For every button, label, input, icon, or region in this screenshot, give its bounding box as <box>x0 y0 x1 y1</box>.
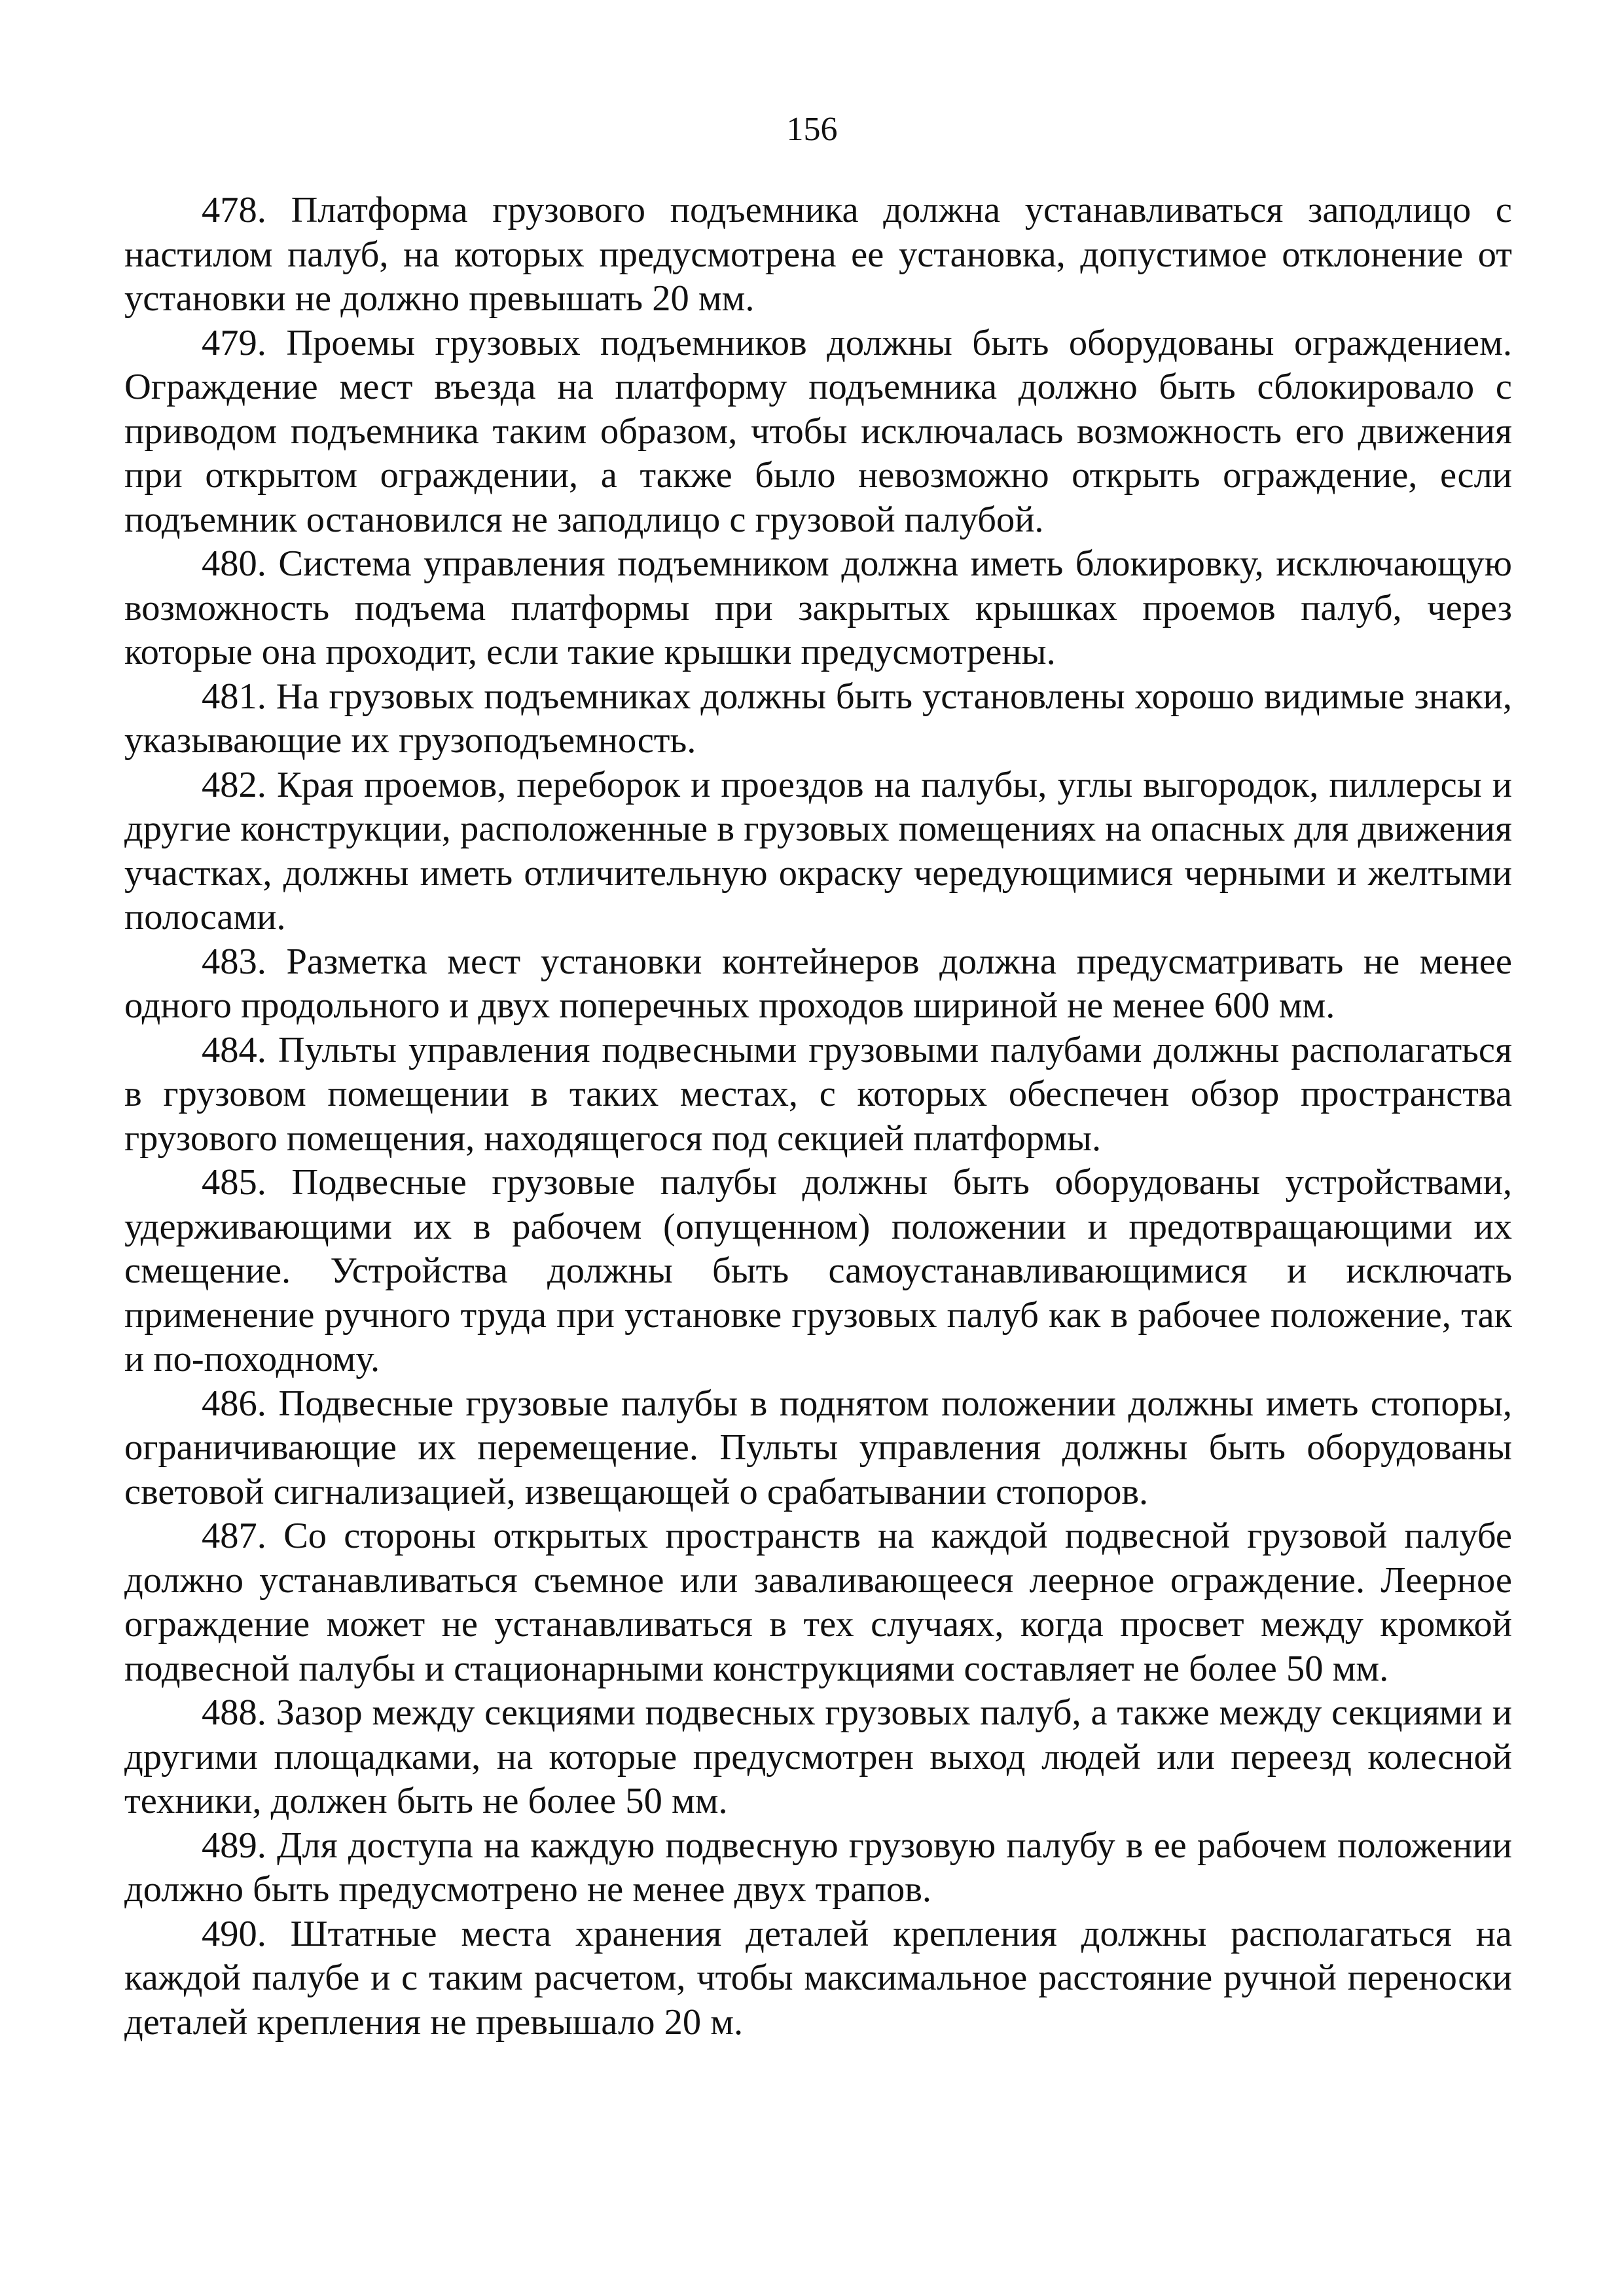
document-body <box>124 189 1512 2045</box>
page-number: 156 <box>786 111 838 148</box>
paragraph-487: 487. Со стороны открытых пространств на каждой подвесной грузовой палубе должно устанавливаться съемное или заваливающееся леерное ограждение. Леерное ограждение может не устанавливаться в тех случаях, когда просвет между кромкой подвесной палубы и стационарными конструкциями составляет не более 50 мм. <box>124 1516 1512 1689</box>
paragraph-490: 490. Штатные места хранения деталей крепления должны располагаться на каждой палубе и с таким расчетом, чтобы максимальное расстояние ручной переноски деталей крепления не превышало 20 м. <box>124 1913 1512 2043</box>
paragraph-485: 485. Подвесные грузовые палубы должны быть оборудованы устройствами, удерживающими их в рабочем (опущенном) положении и предотвращающими их смещение. Устройства должны быть самоустанавливающимися и исключать применение ручного труда при установке грузовых палуб как в рабочее положение, так и по-походному. <box>124 1162 1512 1379</box>
paragraph-488: 488. Зазор между секциями подвесных грузовых палуб, а также между секциями и другими площадками, на которые предусмотрен выход людей или переезд колесной техники, должен быть не более 50 мм. <box>124 1692 1512 1821</box>
paragraph-486: 486. Подвесные грузовые палубы в поднятом положении должны иметь стопоры, ограничивающие их перемещение. Пульты управления должны быть оборудованы световой сигнализацией, извещающей о срабатывании стопоров. <box>124 1383 1512 1512</box>
paragraph-489: 489. Для доступа на каждую подвесную грузовую палубу в ее рабочем положении должно быть предусмотрено не менее двух трапов. <box>124 1825 1512 1910</box>
paragraph-481: 481. На грузовых подъемниках должны быть установлены хорошо видимые знаки, указывающие их грузоподъемность. <box>124 676 1512 761</box>
paragraph-482: 482. Края проемов, переборок и проездов на палубы, углы выгородок, пиллерсы и другие конструкции, расположенные в грузовых помещениях на опасных для движения участках, должны иметь отличительную окраску чередующимися черными и желтыми полосами. <box>124 764 1512 938</box>
paragraph-478: 478. Платформа грузового подъемника должна устанавливаться заподлицо с настилом палуб, на которых предусмотрена ее установка, допустимое отклонение от установки не должно превышать 20 мм. <box>124 190 1512 319</box>
paragraph-483: 483. Разметка мест установки контейнеров должна предусматривать не менее одного продольного и двух поперечных проходов шириной не менее 600 мм. <box>124 941 1512 1026</box>
paragraph-479: 479. Проемы грузовых подъемников должны быть оборудованы ограждением. Ограждение мест въезда на платформу подъемника должно быть сблокировало с приводом подъемника таким образом, чтобы исключалась возможность его движения при открытом ограждении, а также было невозможно открыть ограждение, если подъемник остановился не заподлицо с грузовой палубой. <box>124 322 1512 540</box>
paragraph-484: 484. Пульты управления подвесными грузовыми палубами должны располагаться в грузовом помещении в таких местах, с которых обеспечен обзор пространства грузового помещения, находящегося под секцией платформы. <box>124 1029 1512 1159</box>
paragraph-480: 480. Система управления подъемником должна иметь блокировку, исключающую возможность подъема платформы при закрытых крышках проемов палуб, через которые она проходит, если такие крышки предусмотрены. <box>124 543 1512 672</box>
